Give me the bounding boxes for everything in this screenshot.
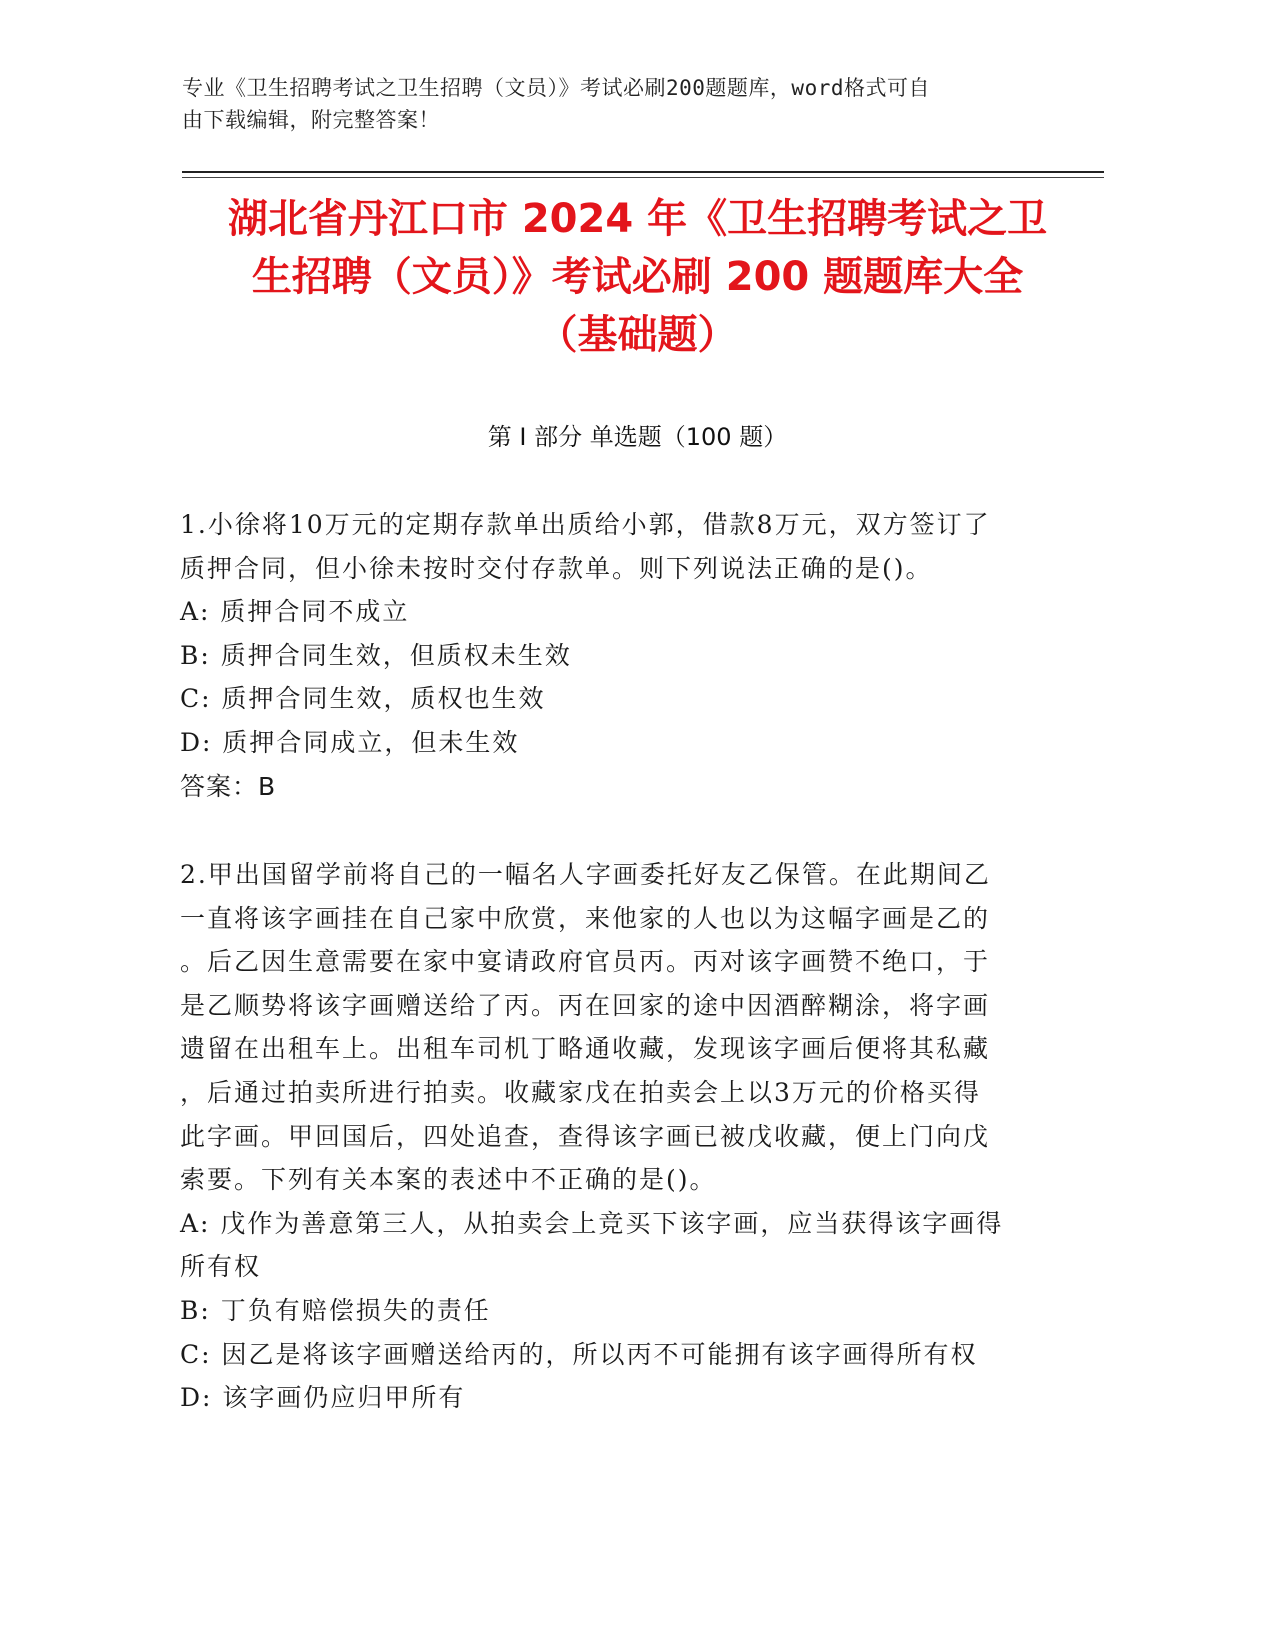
question-2-line-5: 遗留在出租车上。出租车司机丁略通收藏，发现该字画后便将其私藏 <box>180 1034 991 1064</box>
question-2-line-1: 2.甲出国留学前将自己的一幅名人字画委托好友乙保管。在此期间乙 <box>180 860 991 889</box>
question-2-option-a-continued: 所有权 <box>180 1252 262 1282</box>
question-2-option-c: C: 因乙是将该字画赠送给丙的，所以丙不可能拥有该字画得所有权 <box>180 1339 978 1369</box>
question-2-option-d: D: 该字画仍应归甲所有 <box>180 1383 466 1413</box>
question-1-line-1: 1.小徐将10万元的定期存款单出质给小郭，借款8万元，双方签订了 <box>180 510 991 539</box>
question-1-line-2: 质押合同，但小徐未按时交付存款单。则下列说法正确的是()。 <box>180 553 933 583</box>
question-2-line-4: 是乙顺势将该字画赠送给了丙。丙在回家的途中因酒醉糊涂，将字画 <box>180 990 991 1020</box>
header-rule-thick <box>182 171 1104 173</box>
header-note-line-2: 由下载编辑，附完整答案！ <box>182 108 440 132</box>
document-title-line-2: 生招聘（文员）》考试必刷 200 题题库大全 <box>251 254 1024 300</box>
document-title-line-3: （基础题） <box>537 312 738 358</box>
document-title-line-1: 湖北省丹江口市 2024 年《卫生招聘考试之卫 <box>227 196 1048 242</box>
question-1-option-a: A: 质押合同不成立 <box>180 597 410 627</box>
question-2 <box>180 853 1030 1420</box>
question-2-line-6: ，后通过拍卖所进行拍卖。收藏家戊在拍卖会上以3万元的价格买得 <box>180 1077 981 1107</box>
question-1-option-c: C: 质押合同生效，质权也生效 <box>180 684 546 714</box>
question-2-option-a: A: 戊作为善意第三人，从拍卖会上竞买下该字画，应当获得该字画得 <box>180 1208 1004 1238</box>
question-2-line-3: 。后乙因生意需要在家中宴请政府官员丙。丙对该字画赞不绝口，于 <box>180 947 991 977</box>
question-2-option-b: B: 丁负有赔偿损失的责任 <box>180 1295 491 1325</box>
section-title: 第 I 部分 单选题（100 题） <box>487 423 788 451</box>
question-1-option-d: D: 质押合同成立，但未生效 <box>180 727 520 757</box>
question-1 <box>180 503 1030 808</box>
question-1-option-b: B: 质押合同生效，但质权未生效 <box>180 640 572 670</box>
question-2-line-8: 索要。下列有关本案的表述中不正确的是()。 <box>180 1165 717 1195</box>
header-note-line-1: 专业《卫生招聘考试之卫生招聘（文员）》考试必刷200题题库，word格式可自 <box>182 76 930 100</box>
document-title <box>150 190 1125 364</box>
question-2-line-2: 一直将该字画挂在自己家中欣赏，来他家的人也以为这幅字画是乙的 <box>180 903 991 933</box>
header-rule-thin <box>182 177 1104 178</box>
question-1-answer: 答案：B <box>180 771 277 801</box>
question-2-line-7: 此字画。甲回国后，四处追查，查得该字画已被戊收藏，便上门向戊 <box>180 1121 991 1151</box>
header-note <box>182 72 1062 136</box>
